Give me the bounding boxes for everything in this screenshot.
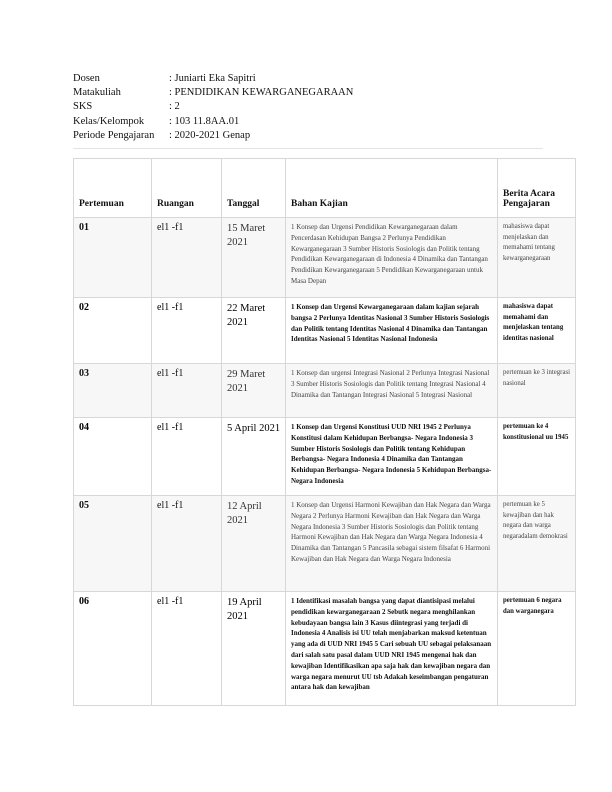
table-row	[74, 592, 576, 706]
info-value: : 2	[169, 101, 180, 113]
topic-cell: 1 Identifikasi masalah bangsa yang dapat diantisipasi melalui pendidikan kewarganegaraan 2 Sebutk negara menghilankan kebudayaan bangsa lain 3 Kasus diintegrasi yang terjadi di Indonesia 4 Analisis isi UU telah menjabarkan maksud ketentuan yang ada di UUD NRI 1945 5 Cari sebuah UU sebagai pelaksanaan dari salah satu pasal dalam UUD NRI 1945 mengenai hak dan kewajiban Identifikasikan apa saja hak dan kewajiban negara dan warga negara menurut UU tsb Adakah keseimbangan pengaturan antara hak dan kewajiban	[286, 592, 498, 706]
report-cell: mahasiswa dapat menjelaskan dan memahami tentang kewarganegaraan	[498, 218, 576, 298]
room-cell: el1 -f1	[152, 218, 222, 298]
room-cell: el1 -f1	[152, 418, 222, 496]
info-label: Dosen	[73, 73, 100, 84]
info-row-lecturer	[73, 72, 353, 86]
room-cell: el1 -f1	[152, 592, 222, 706]
info-value: : Juniarti Eka Sapitri	[169, 73, 256, 84]
room-cell: el1 -f1	[152, 364, 222, 418]
schedule-table	[73, 158, 576, 706]
info-label: Periode Pengajaran	[73, 129, 155, 141]
info-value: : 2020-2021 Genap	[169, 129, 251, 141]
col-header-topic: Bahan Kajian	[286, 159, 498, 218]
col-header-room: Ruangan	[152, 159, 222, 218]
info-row-course	[73, 86, 353, 100]
col-header-date: Tanggal	[222, 159, 286, 218]
divider	[73, 148, 543, 149]
date-cell: 5 April 2021	[222, 418, 286, 496]
report-cell: pertemuan 6 negara dan warganegara	[498, 592, 576, 706]
col-header-report: Berita Acara Pengajaran	[498, 159, 576, 218]
table-row	[74, 364, 576, 418]
meeting-number: 03	[74, 364, 152, 418]
info-value: : PENDIDIKAN KEWARGANEGARAAN	[169, 87, 354, 99]
meeting-number: 04	[74, 418, 152, 496]
meeting-number: 06	[74, 592, 152, 706]
date-cell: 19 April 2021	[222, 592, 286, 706]
report-cell: mahasiswa dapat memahami dan menjelaskan tentang identitas nasional	[498, 298, 576, 364]
info-value: : 103 11.8AA.01	[169, 115, 240, 127]
topic-cell: 1 Konsep dan Urgensi Kewarganegaraan dalam kajian sejarah bangsa 2 Perlunya Identitas Nasional 3 Sumber Historis Sosiologis dan Politik tentang Identitas Nasional 4 Dinamika dan Tantangan Identitas Nasional 5 Identitas Nasional Indonesia	[286, 298, 498, 364]
topic-cell: 1 Konsep dan Urgensi Harmoni Kewajiban dan Hak Negara dan Warga Negara 2 Perlunya Harmoni Kewajiban dan Hak Negara dan Warga Negara Indonesia 3 Sumber Historis Sosiologis dan Politik tentang Harmoni Kewajiban dan Hak Negara dan Warga Negara Indonesia 4 Dinamika dan Tantangan 5 Pancasila sebagai sistem filsafat 6 Harmoni Kewajiban dan Hak Negara dan Warga Negara Indonesia	[286, 496, 498, 592]
meeting-number: 01	[74, 218, 152, 298]
course-info	[73, 72, 353, 143]
info-row-class	[73, 115, 353, 129]
date-cell: 22 Maret 2021	[222, 298, 286, 364]
info-label: Matakuliah	[73, 87, 121, 99]
info-label: Kelas/Kelompok	[73, 115, 145, 127]
report-cell: pertemuan ke 3 integrasi nasional	[498, 364, 576, 418]
info-row-period	[73, 129, 353, 143]
report-cell: pertemuan ke 4 konstitusional uu 1945	[498, 418, 576, 496]
date-cell: 15 Maret 2021	[222, 218, 286, 298]
info-row-credits	[73, 100, 353, 114]
topic-cell: 1 Konsep dan Urgensi Konstitusi UUD NRI 1945 2 Perlunya Konstitusi dalam Kehidupan Berbangsa- Negara Indonesia 3 Sumber Historis Sosiologis dan Politik tentang Kehidupan Berbangsa- Negara Indonesia 4 Dinamika dan Tantangan Kehidupan Berbangsa- Negara Indonesia 5 Kehidupan Berbangsa- Negara Indonesia	[286, 418, 498, 496]
room-cell: el1 -f1	[152, 496, 222, 592]
table-row	[74, 218, 576, 298]
report-cell: pertemuan ke 5 kewajiban dan hak negara dan warga negaradalam demokrasi	[498, 496, 576, 592]
table-row	[74, 418, 576, 496]
topic-cell: 1 Konsep dan Urgensi Pendidikan Kewarganegaraan dalam Pencerdasan Kehidupan Bangsa 2 Perlunya Pendidikan Kewarganegaraan 3 Sumber Historis Sosiologis dan Politik tentang Pendidikan Kewarganegaraan di Indonesia 4 Dinamika dan Tantangan Pendidikan Kewarganegaraan 5 Pendidikan Kewarganegaraan untuk Masa Depan	[286, 218, 498, 298]
room-cell: el1 -f1	[152, 298, 222, 364]
meeting-number: 02	[74, 298, 152, 364]
col-header-meeting: Pertemuan	[74, 159, 152, 218]
date-cell: 29 Maret 2021	[222, 364, 286, 418]
meeting-number: 05	[74, 496, 152, 592]
table-header-row	[74, 159, 576, 218]
table-row	[74, 298, 576, 364]
date-cell: 12 April 2021	[222, 496, 286, 592]
table-row	[74, 496, 576, 592]
info-label: SKS	[73, 101, 93, 113]
topic-cell: 1 Konsep dan urgensi Integrasi Nasional 2 Perlunya Integrasi Nasional 3 Sumber Historis Sosiologis dan Politik tentang Integrasi Nasional 4 Dinamika dan Tantangan Integrasi Nasional 5 Integrasi Nasional	[286, 364, 498, 418]
